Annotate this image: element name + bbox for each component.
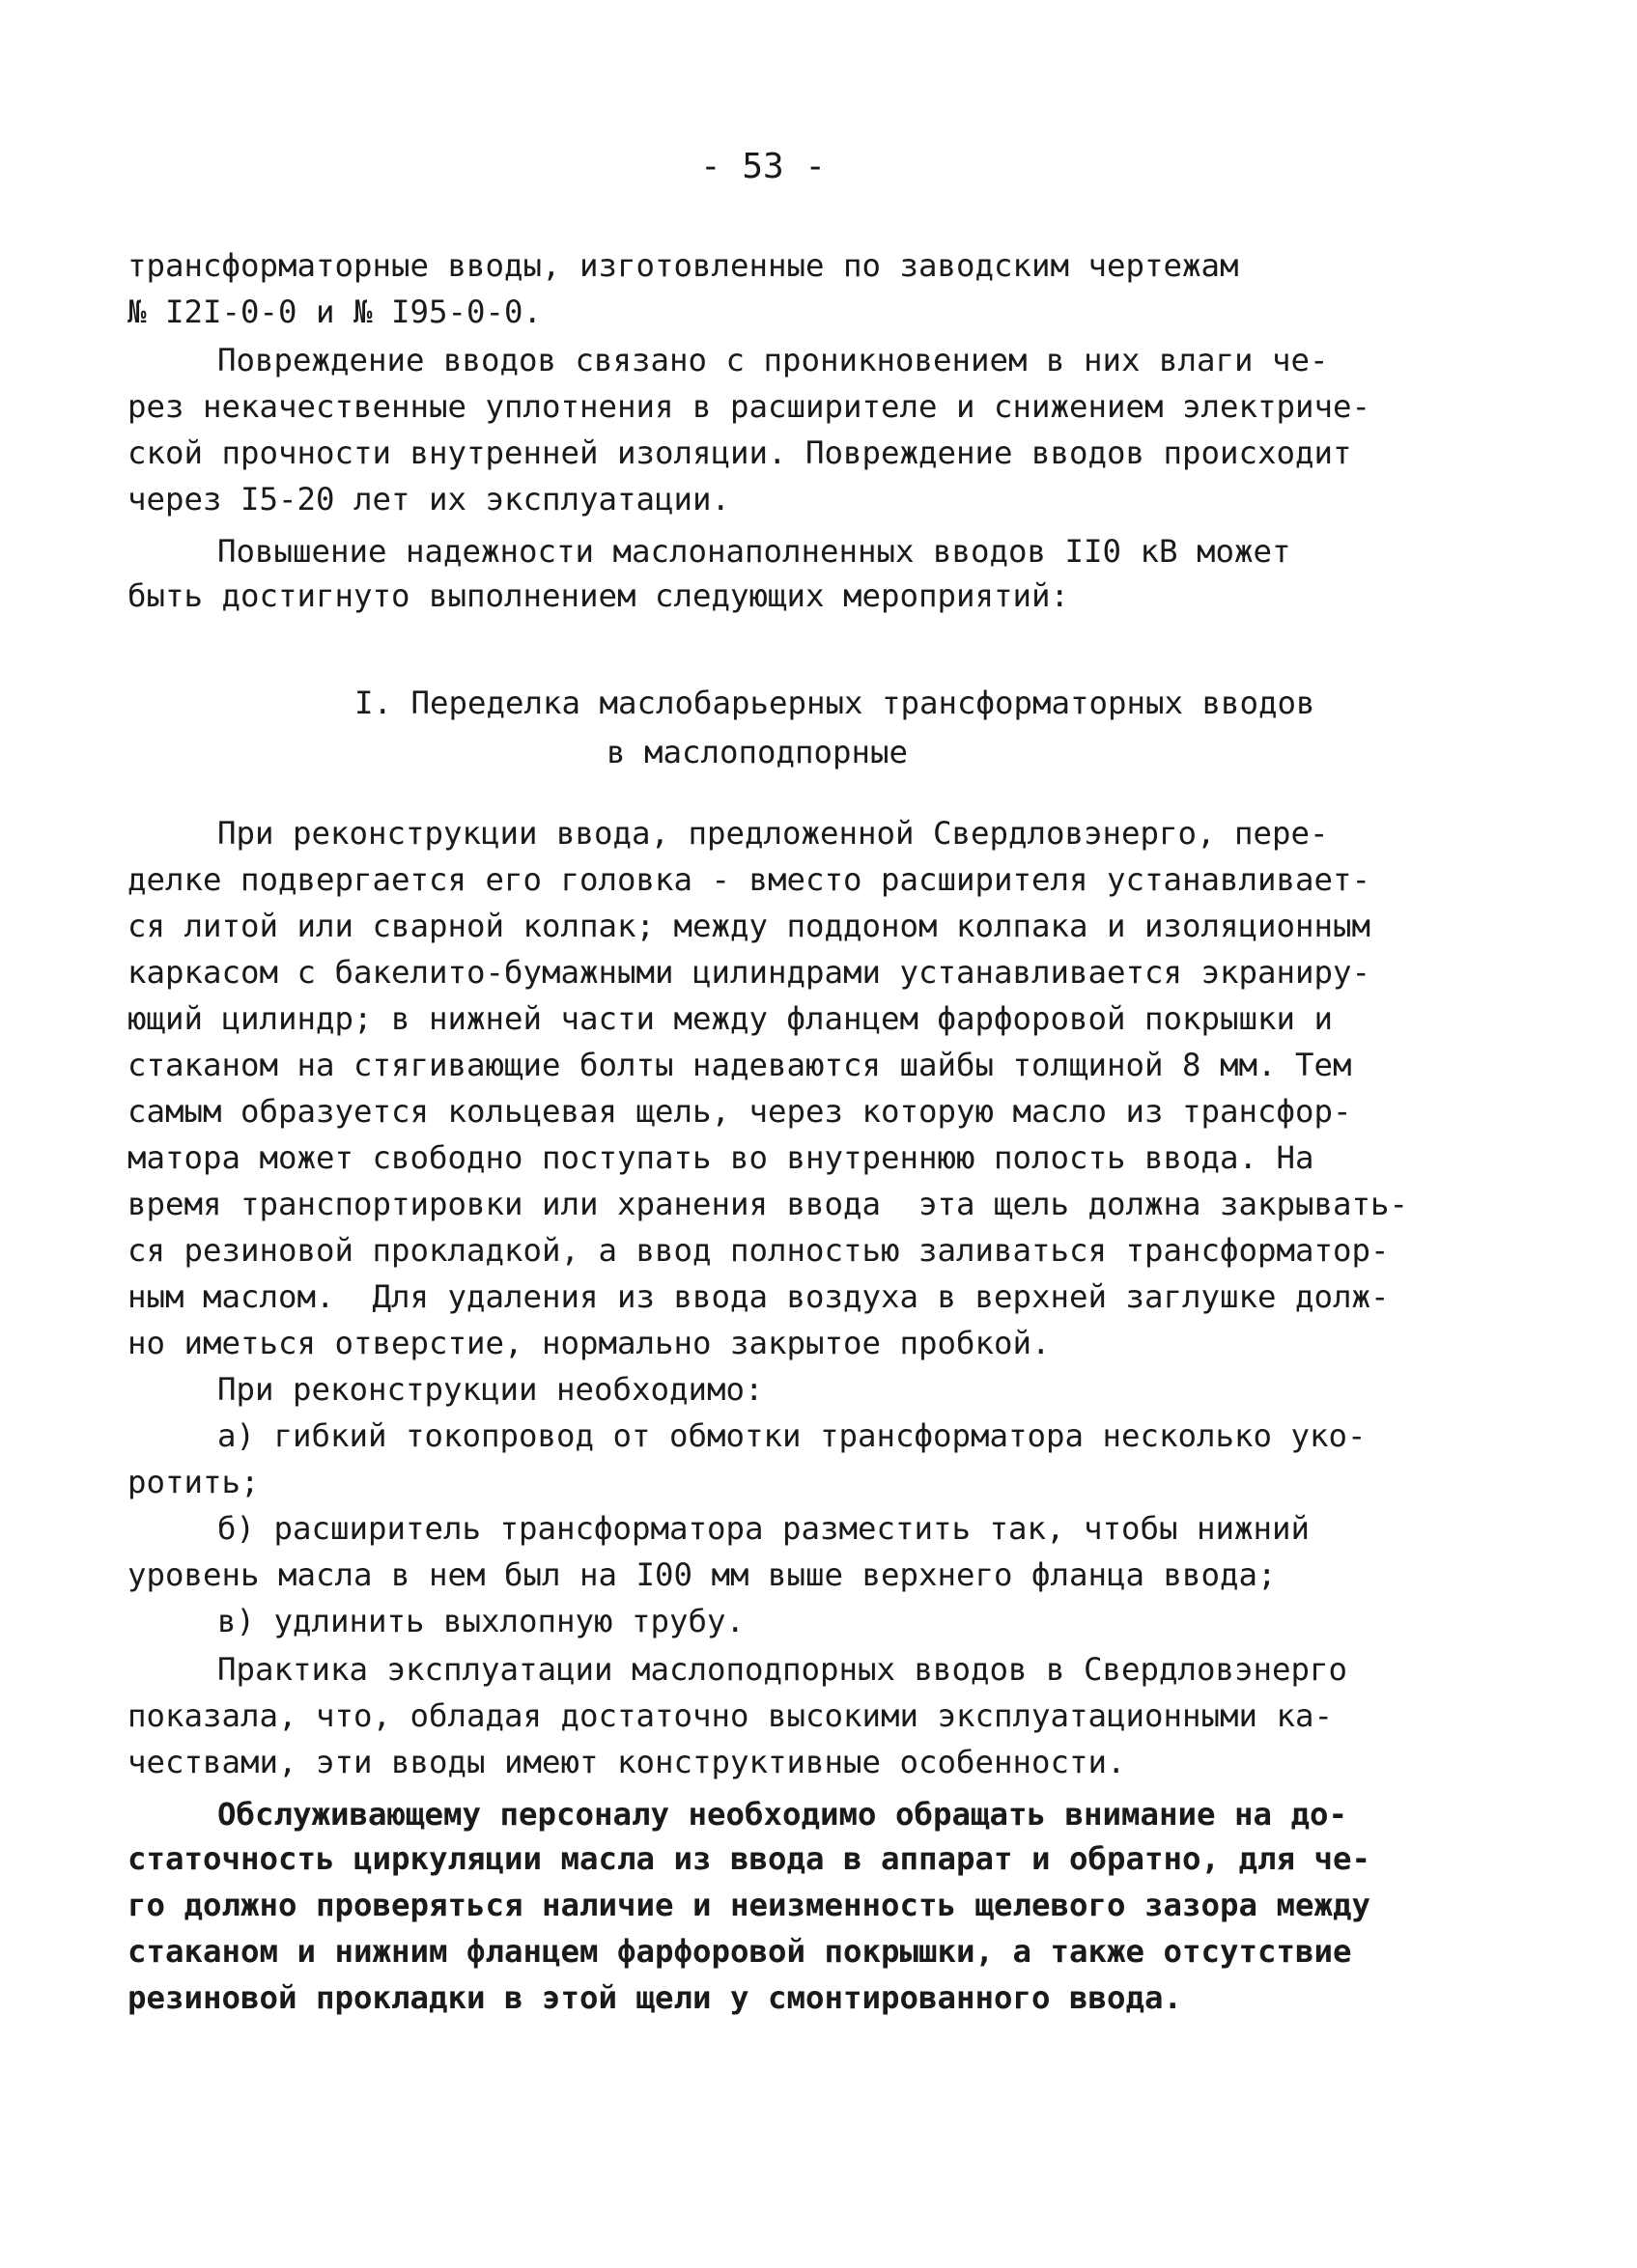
text-line: ротить; (127, 1464, 260, 1500)
text-line: уровень масла в нем был на I00 мм выше верхнего фланца ввода; (127, 1556, 1277, 1593)
text-line: Повреждение вводов связано с проникновением в них влаги че- (217, 342, 1329, 378)
text-line: стаканом на стягивающие болты надеваются шайбы толщиной 8 мм. Тем (127, 1047, 1352, 1083)
text-line: показала, что, обладая достаточно высокими эксплуатационными ка- (127, 1697, 1334, 1734)
text-line: ющий цилиндр; в нижней части между фланцем фарфоровой покрышки и (127, 1000, 1334, 1037)
text-line: статочность циркуляции масла из ввода в аппарат и обратно, для че- (127, 1840, 1371, 1877)
text-line: ся литой или сварной колпак; между поддоном колпака и изоляционным (127, 908, 1371, 944)
text-line: ся резиновой прокладкой, а ввод полностью заливаться трансформатор- (127, 1232, 1390, 1269)
text-line: трансформаторные вводы, изготовленные по заводским чертежам (127, 247, 1239, 284)
text-line: чествами, эти вводы имеют конструктивные особенности. (127, 1744, 1126, 1780)
text-line: матора может свободно поступать во внутреннюю полость ввода. На (127, 1139, 1314, 1176)
text-line: рез некачественные уплотнения в расширителе и снижением электриче- (127, 388, 1371, 425)
page-number: - 53 - (699, 147, 827, 186)
text-line: № I2I-0-0 и № I95-0-0. (127, 294, 543, 330)
text-line: ным маслом. Для удаления из ввода воздуха в верхней заглушке долж- (127, 1278, 1390, 1315)
list-item: в) удлинить выхлопную трубу. (217, 1603, 746, 1639)
text-line: резиновой прокладки в этой щели у смонтированного ввода. (127, 1979, 1183, 2016)
text-line: стаканом и нижним фланцем фарфоровой покрышки, а также отсутствие (127, 1933, 1352, 1970)
list-item: а) гибкий токопровод от обмотки трансформатора несколько уко- (217, 1417, 1367, 1454)
text-line: При реконструкции необходимо: (217, 1371, 764, 1408)
section-heading: в маслоподпорные (607, 734, 909, 770)
text-line: быть достигнуто выполнением следующих мероприятий: (127, 577, 1070, 614)
text-line: время транспортировки или хранения ввода эта щель должна закрывать- (127, 1186, 1409, 1222)
text-line: каркасом с бакелито-бумажными цилиндрами устанавливается экраниру- (127, 954, 1371, 991)
text-line: Повышение надежности маслонаполненных вводов II0 кВ может (217, 533, 1291, 570)
text-line: ской прочности внутренней изоляции. Повреждение вводов происходит (127, 434, 1352, 471)
text-line: делке подвергается его головка - вместо расширителя устанавливает- (127, 861, 1371, 898)
text-line: го должно проверяться наличие и неизменность щелевого зазора между (127, 1887, 1371, 1923)
text-line: но иметься отверстие, нормально закрытое пробкой. (127, 1325, 1051, 1361)
text-line: Практика эксплуатации маслоподпорных вводов в Свердловэнерго (217, 1651, 1348, 1688)
section-heading: I. Переделка маслобарьерных трансформаторных вводов (354, 685, 1315, 721)
text-line: При реконструкции ввода, предложенной Свердловэнерго, пере- (217, 815, 1329, 852)
text-line: самым образуется кольцевая щель, через которую масло из трансфор- (127, 1093, 1352, 1130)
text-line: через I5-20 лет их эксплуатации. (127, 481, 731, 518)
text-line: Обслуживающему персоналу необходимо обращать внимание на до- (217, 1796, 1348, 1833)
list-item: б) расширитель трансформатора разместить так, чтобы нижний (217, 1510, 1311, 1547)
